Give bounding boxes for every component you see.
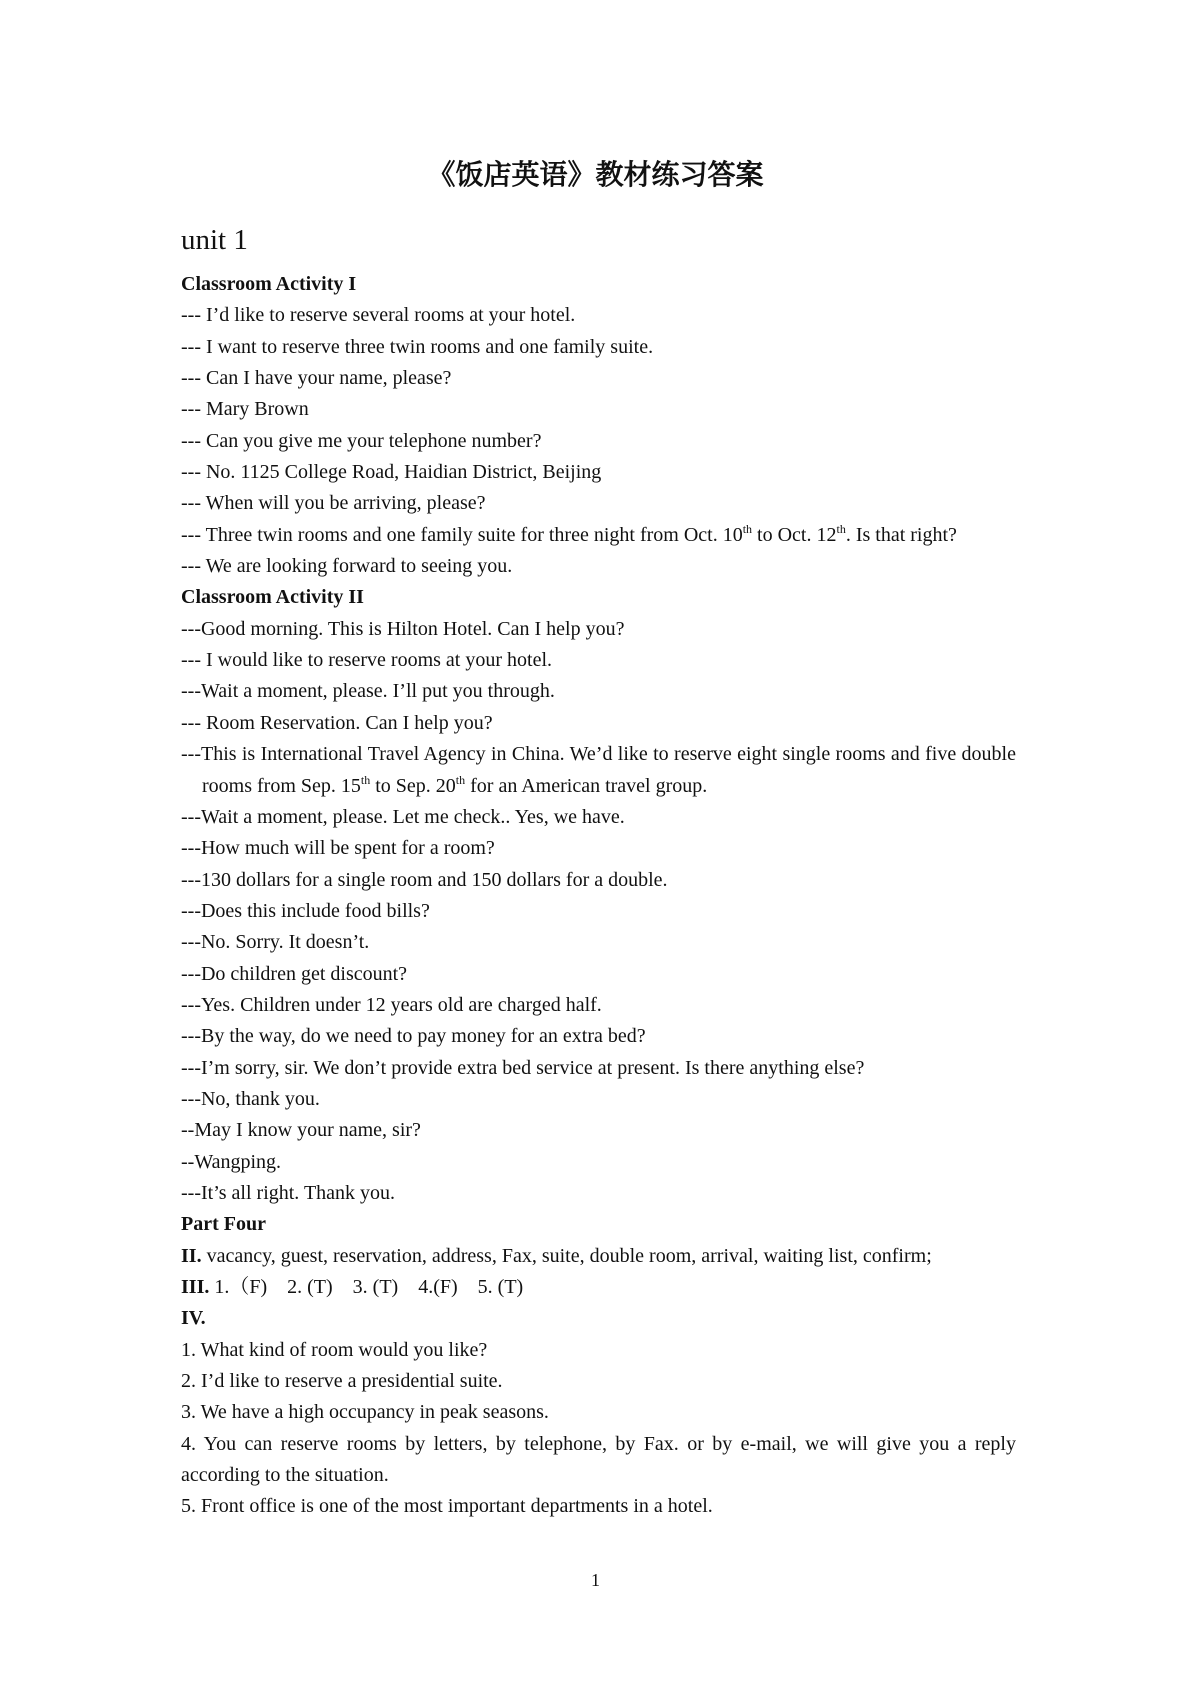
- exercise-iv-label: IV.: [181, 1307, 206, 1330]
- part-four-heading: Part Four: [181, 1213, 266, 1236]
- exercise-iv-item: 4. You can reserve rooms by letters, by telephone, by Fax. or by e-mail, we will give you a reply according to the situation.: [181, 1432, 1016, 1487]
- dialogue-line: ---130 dollars for a single room and 150 dollars for a double.: [181, 868, 668, 891]
- exercise-ii-answer: II. vacancy, guest, reservation, address, Fax, suite, double room, arrival, waiting list, confirm;: [181, 1244, 932, 1267]
- dialogue-line: ---Wait a moment, please. Let me check.. Yes, we have.: [181, 805, 625, 828]
- dialogue-line: ---Good morning. This is Hilton Hotel. Can I help you?: [181, 617, 625, 640]
- dialogue-line: ---It’s all right. Thank you.: [181, 1181, 396, 1204]
- dialogue-line: ---How much will be spent for a room?: [181, 837, 495, 860]
- exercise-iv-item: 5. Front office is one of the most important departments in a hotel.: [181, 1495, 713, 1518]
- dialogue-line: --- Room Reservation. Can I help you?: [181, 711, 493, 734]
- dialogue-line: --- I’d like to reserve several rooms at your hotel.: [181, 304, 576, 327]
- dialogue-line: --- Can you give me your telephone number?: [181, 429, 542, 452]
- dialogue-line: --May I know your name, sir?: [181, 1119, 421, 1142]
- dialogue-line: --- I want to reserve three twin rooms and one family suite.: [181, 335, 654, 358]
- exercise-iii-answer: III. 1.（F) 2. (T) 3. (T) 4.(F) 5. (T): [181, 1276, 524, 1298]
- exercise-iv-item: 2. I’d like to reserve a presidential suite.: [181, 1370, 503, 1393]
- unit-heading: unit 1: [181, 224, 248, 256]
- dialogue-line: ---By the way, do we need to pay money for an extra bed?: [181, 1025, 646, 1048]
- activity-2-heading: Classroom Activity II: [181, 586, 364, 609]
- dialogue-line: ---Does this include food bills?: [181, 899, 430, 922]
- exercise-iv-item: 3. We have a high occupancy in peak seasons.: [181, 1401, 549, 1424]
- dialogue-line: ---I’m sorry, sir. We don’t provide extra bed service at present. Is there anything else?: [181, 1056, 865, 1079]
- dialogue-line: --- Three twin rooms and one family suite for three night from Oct. 10th to Oct. 12th. Is that right?: [181, 521, 957, 546]
- dialogue-line: ---No. Sorry. It doesn’t.: [181, 931, 370, 954]
- dialogue-line: ---Yes. Children under 12 years old are charged half.: [181, 993, 602, 1016]
- dialogue-line: --- Can I have your name, please?: [181, 367, 452, 390]
- dialogue-line: --- We are looking forward to seeing you.: [181, 555, 513, 578]
- dialogue-line: ---This is International Travel Agency in China. We’d like to reserve eight single rooms and five double rooms from Sep. 15th to Sep. 20th for an American travel group.: [181, 743, 1016, 797]
- dialogue-line: ---Do children get discount?: [181, 962, 408, 985]
- dialogue-line: --- Mary Brown: [181, 398, 309, 421]
- document-body: [181, 269, 1016, 1523]
- exercise-iv-item: 1. What kind of room would you like?: [181, 1338, 488, 1361]
- document-title: 《饭店英语》教材练习答案: [427, 158, 764, 191]
- activity-1-heading: Classroom Activity I: [181, 273, 357, 295]
- dialogue-line: --- I would like to reserve rooms at your hotel.: [181, 649, 553, 672]
- page-number: 1: [591, 1570, 600, 1590]
- dialogue-line: --- No. 1125 College Road, Haidian District, Beijing: [181, 461, 602, 484]
- dialogue-line: --- When will you be arriving, please?: [181, 492, 486, 515]
- dialogue-line: --Wangping.: [181, 1150, 282, 1173]
- dialogue-line: ---No, thank you.: [181, 1087, 320, 1110]
- dialogue-line: ---Wait a moment, please. I’ll put you through.: [181, 680, 555, 703]
